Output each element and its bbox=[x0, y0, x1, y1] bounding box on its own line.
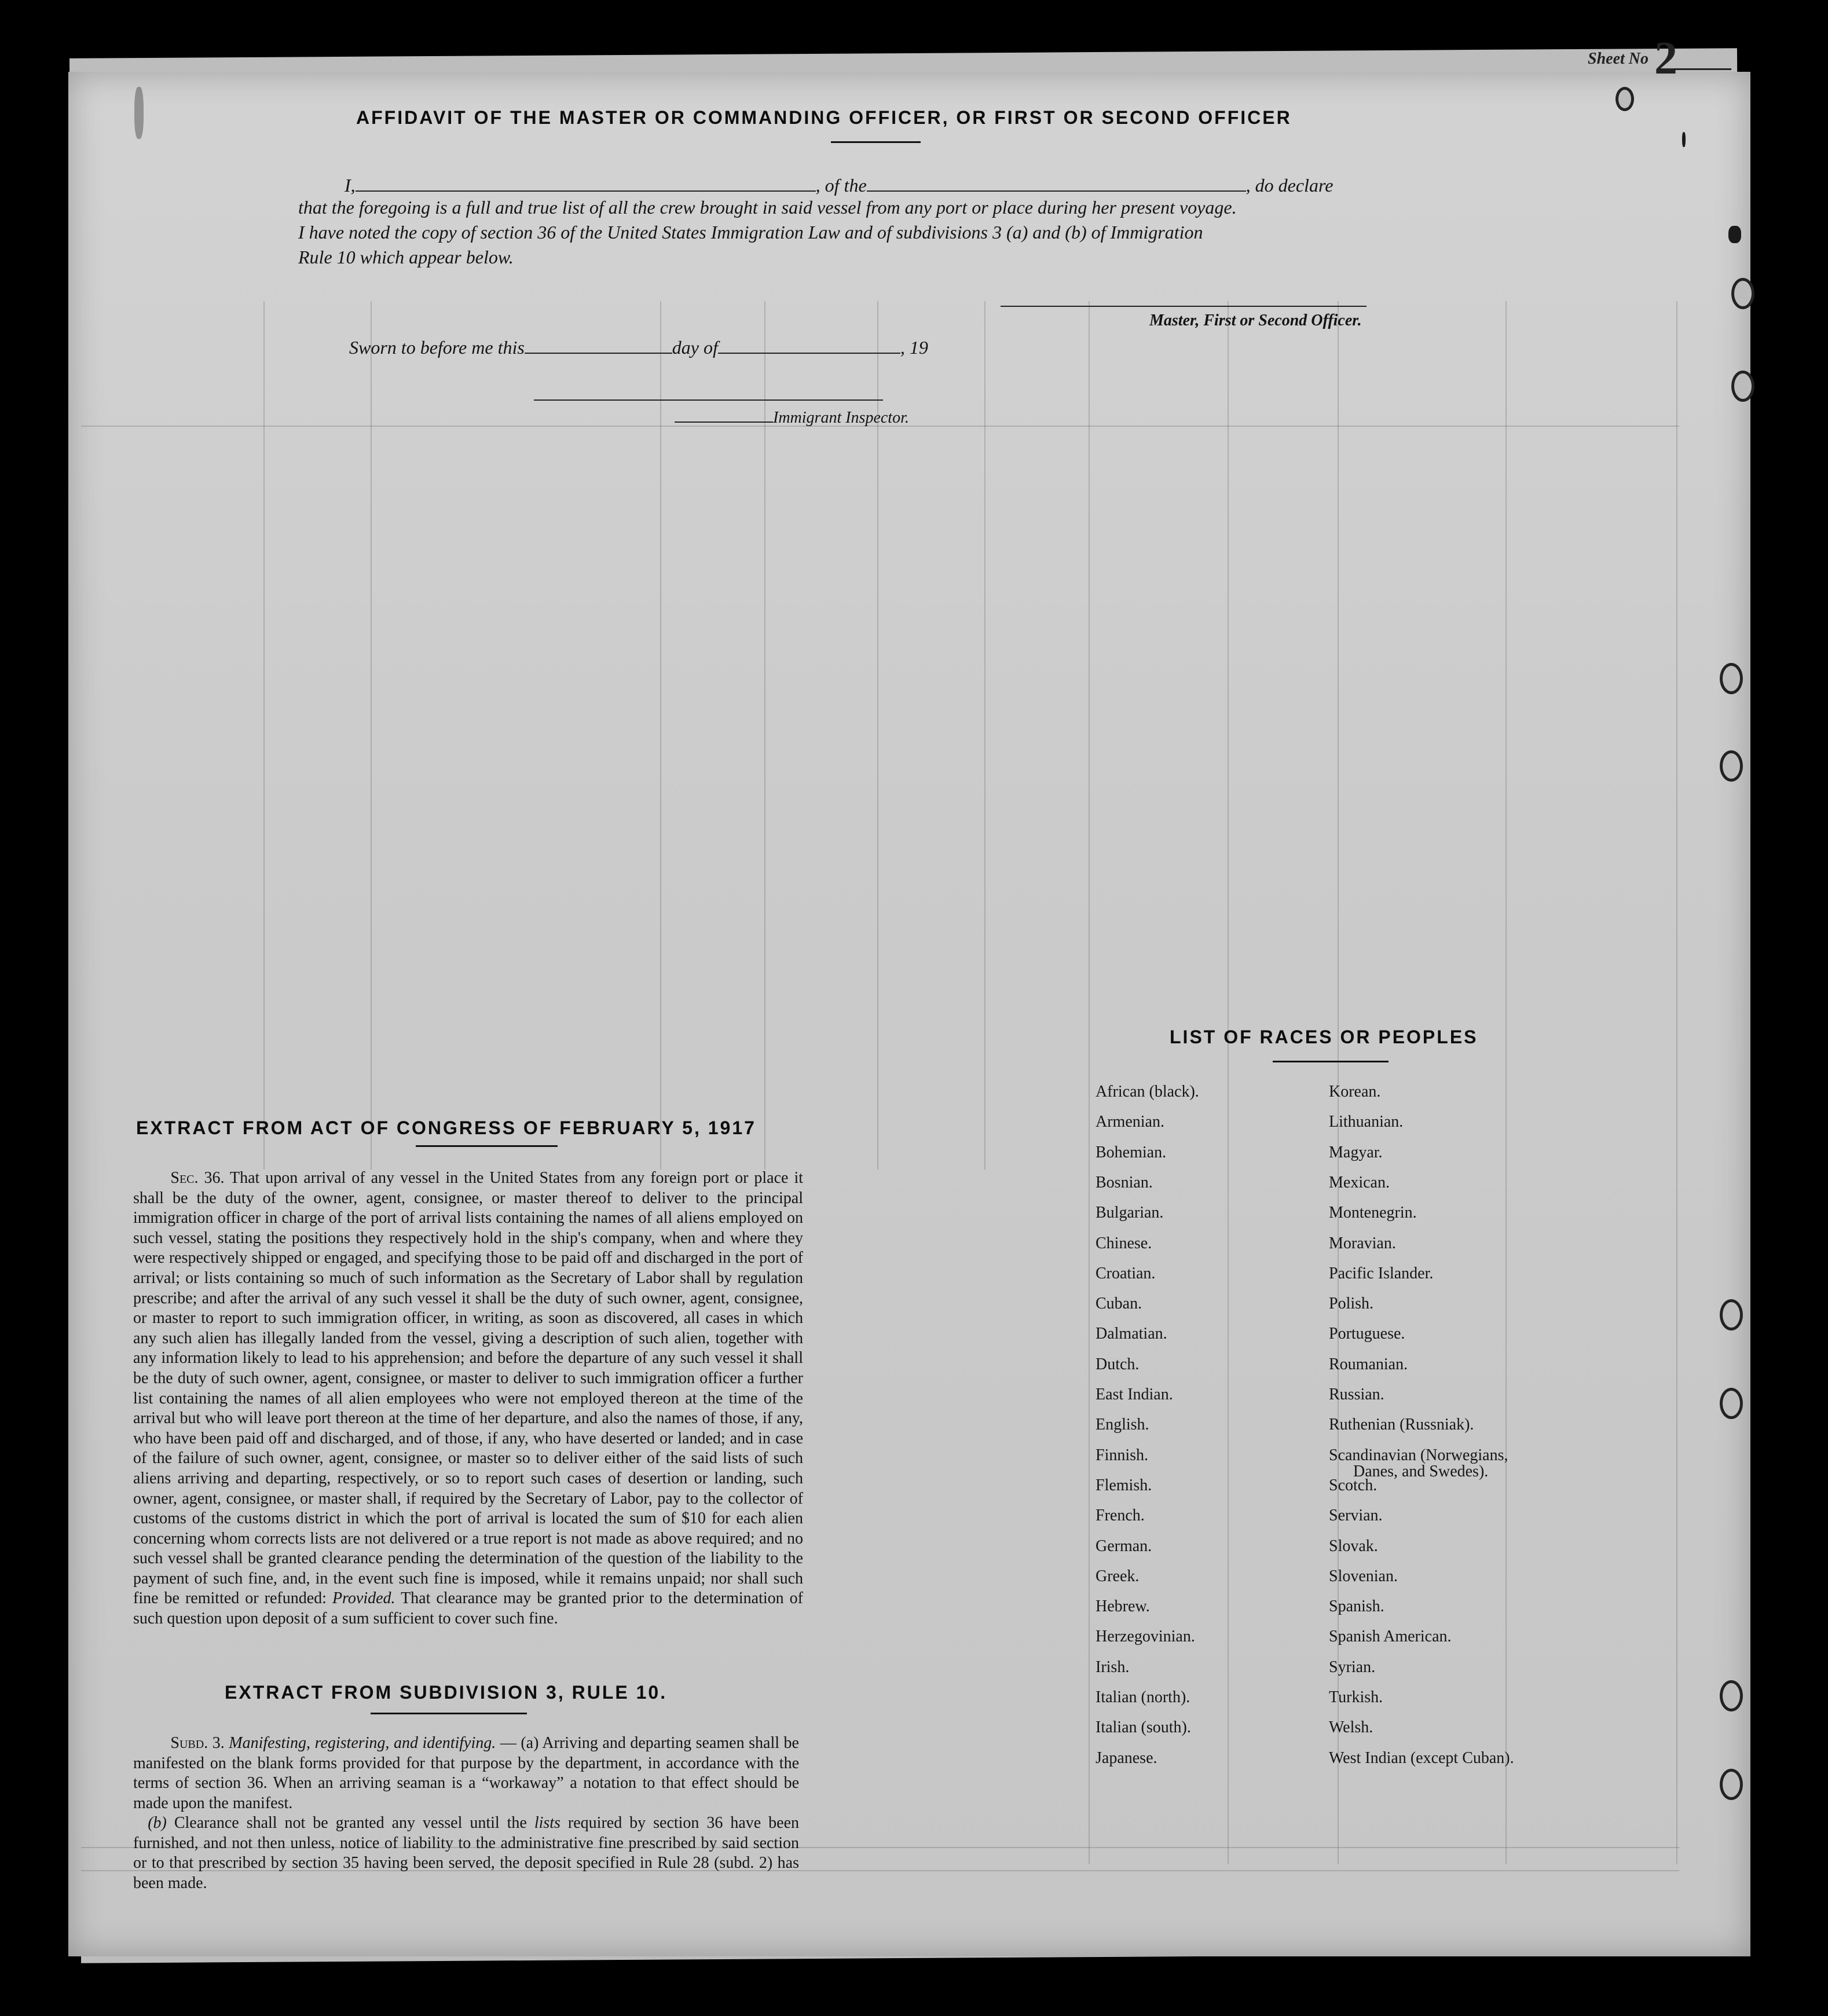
signature-line bbox=[1001, 306, 1367, 307]
race-item: Lithuanian. bbox=[1329, 1113, 1404, 1131]
binder-hole bbox=[1731, 278, 1754, 309]
sheet-number-rule bbox=[1673, 68, 1731, 70]
race-item: Korean. bbox=[1329, 1083, 1381, 1101]
race-item: Dalmatian. bbox=[1096, 1325, 1167, 1343]
sheet-number bbox=[1588, 33, 1677, 84]
section-36-end: That clearance may be granted prior to the determination of such question upon deposit of a sum sufficient to cover such fine. bbox=[133, 1589, 803, 1628]
race-item: Mexican. bbox=[1329, 1173, 1390, 1192]
subdivision-a-text bbox=[133, 1733, 799, 1813]
extract-rule-title: EXTRACT FROM SUBDIVISION 3, RULE 10. bbox=[225, 1682, 668, 1703]
race-item: Italian (north). bbox=[1096, 1688, 1190, 1706]
race-item-continuation: Danes, and Swedes). bbox=[1353, 1462, 1489, 1480]
ink-mark bbox=[1682, 132, 1686, 147]
name-blank bbox=[356, 190, 816, 192]
affidavit-line-2: that the foregoing is a full and true list of all the crew brought in said vessel from any port or place during her present voyage. bbox=[298, 197, 1237, 218]
race-item: Flemish. bbox=[1096, 1476, 1152, 1494]
subdivision-b-label: (b) bbox=[148, 1814, 167, 1832]
sworn-text-b: day of bbox=[672, 337, 718, 358]
race-item: Portuguese. bbox=[1329, 1325, 1405, 1343]
affidavit-title: AFFIDAVIT OF THE MASTER OR COMMANDING OFFICER, OR FIRST OR SECOND OFFICER bbox=[356, 107, 1292, 128]
race-item: Spanish. bbox=[1329, 1597, 1384, 1616]
race-item: West Indian (except Cuban). bbox=[1329, 1749, 1514, 1767]
ink-mark bbox=[1728, 226, 1741, 243]
binder-hole bbox=[1615, 87, 1634, 111]
races-title: LIST OF RACES OR PEOPLES bbox=[1170, 1027, 1478, 1047]
section-36-provided: Provided. bbox=[332, 1589, 395, 1608]
ink-mark bbox=[134, 87, 144, 139]
race-item: Scandinavian (Norwegians, bbox=[1329, 1446, 1508, 1464]
subdivision-heading: Manifesting, registering, and identifying. bbox=[229, 1734, 496, 1752]
inspector-signature-line bbox=[534, 399, 883, 401]
sworn-text-a: Sworn to before me this bbox=[349, 337, 525, 358]
race-item: East Indian. bbox=[1096, 1385, 1173, 1403]
race-item: French. bbox=[1096, 1506, 1145, 1525]
race-item: Japanese. bbox=[1096, 1749, 1157, 1767]
race-item: Italian (south). bbox=[1096, 1718, 1191, 1737]
race-item: Croatian. bbox=[1096, 1264, 1156, 1282]
sheet-number-label: Sheet No bbox=[1588, 50, 1649, 68]
binder-hole bbox=[1731, 371, 1754, 402]
race-item: Bulgarian. bbox=[1096, 1204, 1164, 1222]
race-item: Syrian. bbox=[1329, 1658, 1376, 1676]
race-item: Montenegrin. bbox=[1329, 1204, 1417, 1222]
subdivision-b-lists: lists bbox=[534, 1814, 561, 1832]
signature-label: Master, First or Second Officer. bbox=[1149, 311, 1362, 329]
binder-hole bbox=[1720, 1388, 1743, 1419]
race-item: Chinese. bbox=[1096, 1234, 1152, 1252]
vessel-blank bbox=[867, 190, 1246, 192]
affidavit-line-1 bbox=[345, 175, 1333, 196]
race-item: Russian. bbox=[1329, 1385, 1384, 1403]
month-blank bbox=[718, 353, 900, 354]
inspector-line bbox=[675, 409, 909, 427]
inspector-label: Immigrant Inspector. bbox=[773, 409, 909, 427]
day-blank bbox=[525, 353, 672, 354]
race-item: Scotch. bbox=[1329, 1476, 1378, 1494]
sworn-text-c: , 19 bbox=[900, 337, 928, 358]
extract-act-title: EXTRACT FROM ACT OF CONGRESS OF FEBRUARY 5, 1917 bbox=[136, 1117, 756, 1138]
race-item: German. bbox=[1096, 1537, 1152, 1555]
race-item: Slovenian. bbox=[1329, 1567, 1398, 1585]
race-item: Magyar. bbox=[1329, 1143, 1383, 1161]
affidavit-title-underline bbox=[831, 141, 921, 143]
race-item: African (black). bbox=[1096, 1083, 1199, 1101]
subdivision-label: Subd. 3. bbox=[170, 1734, 225, 1752]
affidavit-line-4: Rule 10 which appear below. bbox=[298, 247, 514, 267]
extract-act-underline bbox=[416, 1145, 558, 1147]
race-item: Armenian. bbox=[1096, 1113, 1164, 1131]
race-item: Servian. bbox=[1329, 1506, 1383, 1525]
affidavit-line-3: I have noted the copy of section 36 of the United States Immigration Law and of subdivisions 3 (a) and (b) of Immigration bbox=[298, 222, 1203, 243]
race-item: Greek. bbox=[1096, 1567, 1140, 1585]
race-item: Slovak. bbox=[1329, 1537, 1378, 1555]
race-item: Ruthenian (Russniak). bbox=[1329, 1416, 1474, 1434]
section-36-text bbox=[133, 1168, 803, 1629]
races-underline bbox=[1273, 1061, 1389, 1062]
binder-hole bbox=[1720, 663, 1743, 694]
race-item: English. bbox=[1096, 1416, 1149, 1434]
affidavit-line-1c: , do declare bbox=[1245, 175, 1334, 196]
race-item: Bohemian. bbox=[1096, 1143, 1167, 1161]
race-item: Spanish American. bbox=[1329, 1628, 1452, 1646]
subdivision-b-part1: Clearance shall not be granted any vessel until the bbox=[174, 1814, 527, 1832]
race-item: Cuban. bbox=[1096, 1295, 1142, 1313]
subdivision-b-text bbox=[133, 1813, 799, 1893]
race-item: Herzegovinian. bbox=[1096, 1628, 1195, 1646]
subdivision-b-part2: required by section 36 have been furnished, and not then unless, notice of liability to the administrative fine prescribed by said section or to that prescribed by section 35 having been served, the deposit specified in Rule 28 (subd. 2) has been made. bbox=[133, 1814, 800, 1892]
sworn-line bbox=[349, 337, 928, 358]
race-item: Welsh. bbox=[1329, 1718, 1373, 1737]
section-36-label: Sec. 36. bbox=[170, 1169, 225, 1187]
sheet-number-value: 2 bbox=[1654, 33, 1677, 84]
race-item: Polish. bbox=[1329, 1295, 1374, 1313]
race-item: Pacific Islander. bbox=[1329, 1264, 1434, 1282]
inspector-blank bbox=[675, 421, 773, 423]
binder-hole bbox=[1720, 750, 1743, 782]
race-item: Moravian. bbox=[1329, 1234, 1396, 1252]
race-item: Roumanian. bbox=[1329, 1355, 1408, 1373]
race-item: Dutch. bbox=[1096, 1355, 1140, 1373]
race-item: Hebrew. bbox=[1096, 1597, 1150, 1616]
race-item: Irish. bbox=[1096, 1658, 1130, 1676]
binder-hole bbox=[1720, 1769, 1743, 1800]
affidavit-line-1a: I, bbox=[345, 175, 356, 196]
section-36-body: That upon arrival of any vessel in the United States from any foreign port or place it shall be the duty of the owner, agent, consignee, or master thereof to deliver to the principal immigration officer in charge of the port of arrival lists containing the names of all aliens employed on such vessel, stating the positions they respectively hold in the ship's company, when and where they were respectively shipped or engaged, and specifying those to be paid off and discharged in the port of arrival; or lists containing so much of such information as the Secretary of Labor shall by regulation prescribe; and after the arrival of any such vessel it shall be the duty of such owner, agent, consignee, or master to report to such immigration officer, in writing, as soon as discovered, all cases in which any such alien has illegally landed from the vessel, giving a description of such alien, together with any information likely to lead to his apprehension; and before the departure of any such vessel it shall be the duty of such owner, agent, consignee, or master to deliver to such immigration officer a further list containing the names of all alien employees who were not employed thereon at the time of the arrival but who will leave port thereon at the time of her departure, and also the names of those, if any, who have been paid off and discharged, and of those, if any, who have deserted or landed; and in case of the failure of such owner, agent, consignee, or master so to deliver either of the said lists of such aliens arriving and departing, respectively, or so to report such cases of desertion or landing, such owner, agent, consignee, or master shall, if required by the Secretary of Labor, pay to the collector of customs of the customs district in which the port of arrival is located the sum of $10 for each alien concerning whom corrects lists are not delivered or a true report is not made as above required; and no such vessel shall be granted clearance pending the determination of the question of the liability to the payment of such fine, and, in the event such fine is imposed, while it remains unpaid; nor shall such fine be remitted or refunded: bbox=[133, 1169, 803, 1608]
binder-hole bbox=[1720, 1299, 1743, 1330]
race-item: Bosnian. bbox=[1096, 1173, 1153, 1192]
race-item: Finnish. bbox=[1096, 1446, 1149, 1464]
affidavit-line-1b: , of the bbox=[815, 175, 867, 196]
race-item: Turkish. bbox=[1329, 1688, 1383, 1706]
extract-rule-underline bbox=[371, 1713, 527, 1714]
binder-hole bbox=[1720, 1680, 1743, 1711]
subdivision-para-a: — (a) Arriving and departing seamen shall be manifested on the blank forms provided for that purpose by the department, in accordance with the terms of section 36. When an arriving seaman is a “workaway” a notation to that effect should be made upon the manifest. bbox=[133, 1734, 799, 1812]
